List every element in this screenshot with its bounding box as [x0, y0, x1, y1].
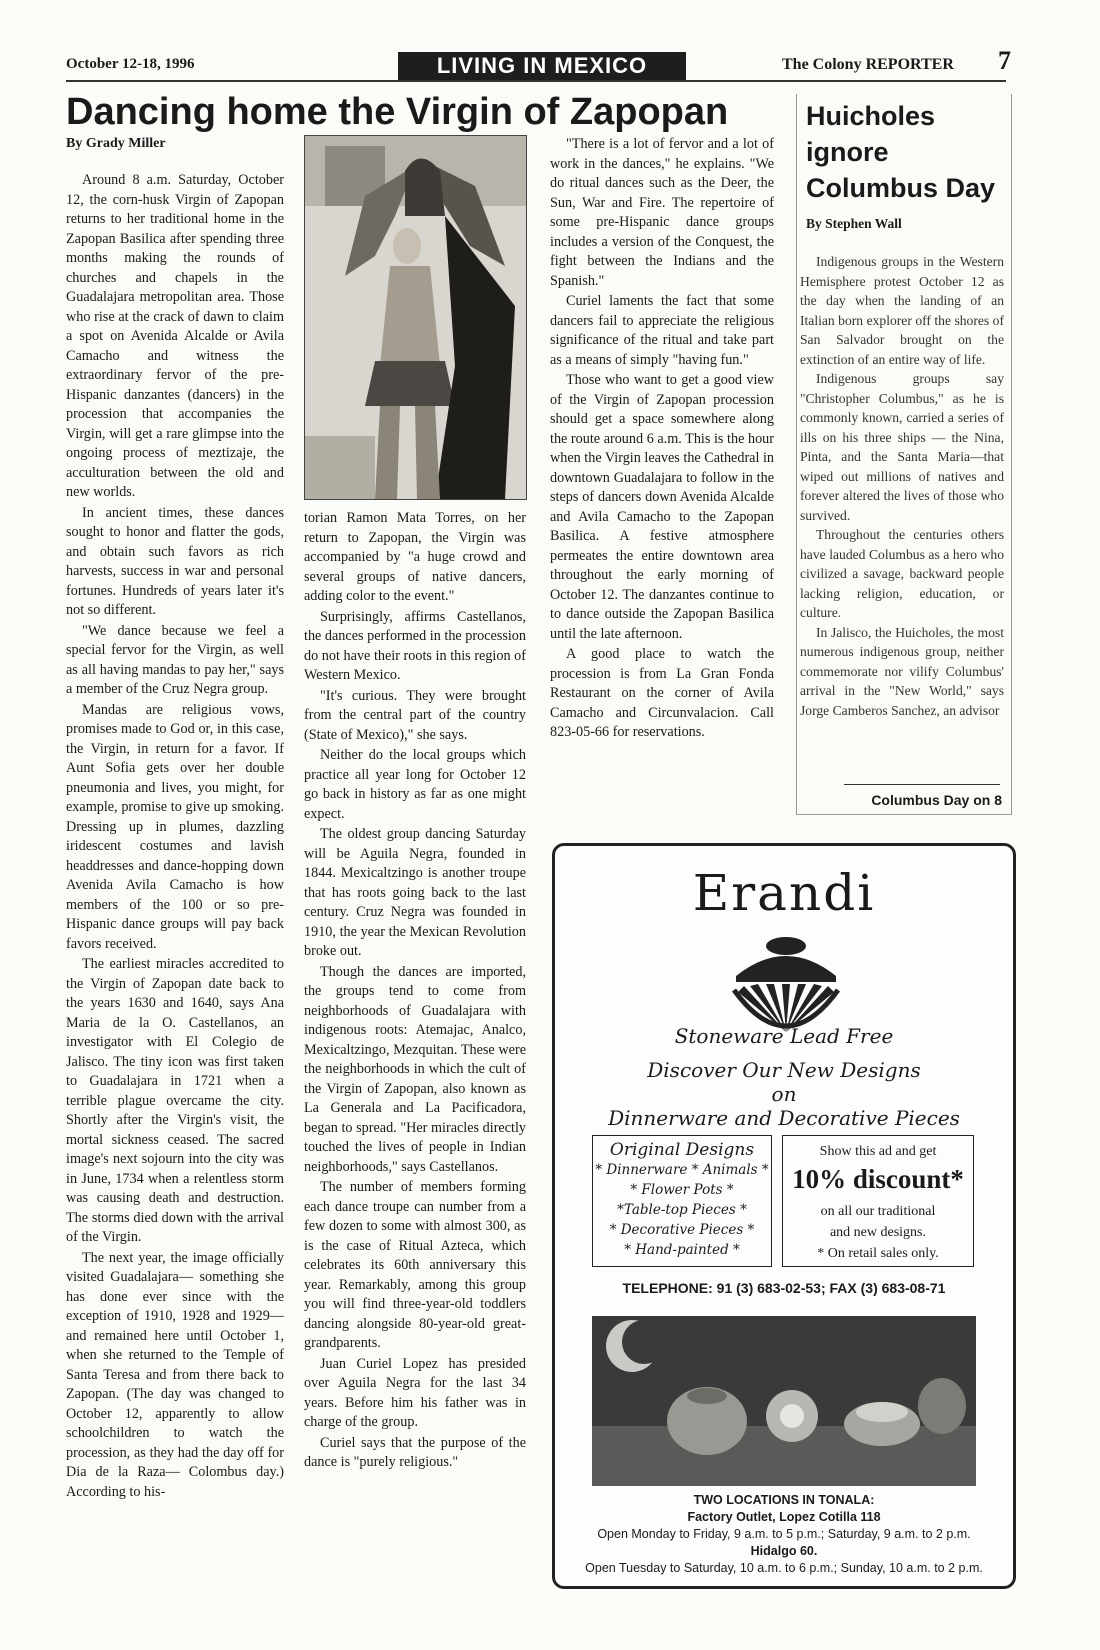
ad-discount-box: [782, 1135, 974, 1267]
article-paragraph: Though the dances are imported, the groups tend to come from neighborhoods of Guadalajara with indigenous roots: Atemajac, Analco, Mexicaltzingo, Mezquitan. These were the neighborhoods in which the cult of the Virgin of Zapopan, also known as La Generala and La Pacificadora, began to spread. "Her miracles directly touched the lives of people in Indian neighborhoods," says Castellanos.: [304, 963, 526, 1175]
page-number: 7: [998, 46, 1011, 75]
article-paragraph: "There is a lot of fervor and a lot of work in the dances," he explains. "We do ritual dances such as the Deer, the Sun, War and Fire. The repertoire of some pre-Hispanic dance groups includes a version of the Conquest, the fight between the Indians and the Spanish.": [550, 136, 774, 289]
article-paragraph: Curiel laments the fact that some dancers fail to appreciate the religious significance of the ritual and take part as a means of simply "having fun.": [550, 293, 774, 368]
article-paragraph: The earliest miracles accredited to the Virgin of Zapopan date back to the years 1630 and 1640, says Ana Maria de la O. Castellanos, an investigator with El Colegio de Jalisco. The tiny icon was first taken to Guadalajara in 1721 when a terrible plague overcame the city. Shortly after the Virgin's visit, the mortal sickness ceased. The sacred image's next sojourn into the city was in June, 1734 when a relentless storm was causing death and destruction. The storms died down with the arrival of the Virgin.: [66, 956, 284, 1245]
sidebar-body: [800, 252, 1004, 720]
sidebar-byline: By Stephen Wall: [806, 216, 902, 231]
ad-discount-amount: 10% discount*: [792, 1164, 964, 1194]
ad-discount-intro: Show this ad and get: [819, 1144, 937, 1159]
article-paragraph: torian Ramon Mata Torres, on her return to Zapopan, the Virgin was accompanied by "a huge crowd and several groups of native dancers, adding color to the event.": [304, 510, 526, 604]
ad-stoneware-photo: [592, 1316, 976, 1486]
article-paragraph: Those who want to get a good view of the Virgin of Zapopan procession should get a space somewhere along the route around 6 a.m. This is the hour when the Virgin leaves the Cathedral in downtown Guadalajara to follow in the steps of dancers down Avenida Alcalde and Avila Camacho to the Zapopan Basilica. A festive atmosphere permeates the entire downtown area throughout the early morning of October 12. The danzantes continue to to dance outside the Zapopan Basilica until the late afternoon.: [550, 372, 774, 642]
article-paragraph: The oldest group dancing Saturday will be Aguila Negra, founded in 1844. Mexicaltzingo is another troupe that has roots going back to the last century. Cruz Negra was founded in 1910, the year the Mexican Revolution broke out.: [304, 826, 526, 959]
masthead-rule: [66, 80, 1006, 82]
article-paragraph: Neither do the local groups which practice all year long for October 12 go back in history as far as one might expect.: [304, 747, 526, 822]
dancer-photo: [304, 135, 527, 500]
ad-box-item: * Flower Pots *: [630, 1182, 734, 1198]
ad-box-item: * Hand-painted *: [624, 1242, 740, 1258]
ad-box-item: * Dinnerware * Animals *: [595, 1162, 769, 1178]
article-paragraph: Around 8 a.m. Saturday, October 12, the corn-husk Virgin of Zapopan returns to her traditional home in the Zapopan Basilica after spending three months making the rounds of churches and chapels in the Guadalajara metropolitan area. Those who rise at the crack of dawn to claim a spot on Avenida Alcalde or Avila Camacho and witness the extraordinary fervor of the pre-Hispanic danzantes (dancers) in the procession that accompanies the Virgin, will get a rare glimpse into the ongoing process of meztizaje, the acculturation between the old and new worlds.: [66, 172, 284, 500]
ad-tagline-dinnerware: Dinnerware and Decorative Pieces: [608, 1106, 960, 1130]
sidebar-paragraph: Throughout the centuries others have lauded Columbus as a hero who civilized a savage, backward people lacking religion, education, or culture.: [800, 527, 1004, 620]
article-paragraph: In ancient times, these dances sought to honor and flatter the gods, and obtain such favors as rich harvests, success in war and personal fortunes. Hundreds of years later it's not so different.: [66, 504, 284, 618]
sidebar-headline: Huicholes ignore Columbus Day: [806, 101, 996, 203]
sidebar-jump-line: Columbus Day on 8: [871, 792, 1002, 808]
article-column-2: [304, 509, 526, 1474]
ad-tagline-discover: Discover Our New Designs: [647, 1058, 921, 1082]
sidebar-paragraph: Indigenous groups in the Western Hemisphere protest October 12 as the day when the landing of an Italian born explorer off the shores of San Salvador brought on the extinction of an entire way of life.: [800, 254, 1004, 367]
sidebar-paragraph: In Jalisco, the Huicholes, the most numerous indigenous group, neither commemorate nor vilify Columbus' arrival in the "New World," says Jorge Camberos Sanchez, an advisor: [800, 624, 1004, 718]
article-paragraph: Curiel says that the purpose of the dance is "purely religious.": [304, 1434, 526, 1470]
ad-location-2-hours: Open Tuesday to Saturday, 10 a.m. to 6 p.m.; Sunday, 10 a.m. to 2 p.m.: [585, 1561, 983, 1575]
ad-location-2: Hidalgo 60.: [750, 1544, 818, 1558]
article-headline: Dancing home the Virgin of Zapopan: [66, 91, 729, 133]
ad-location-1: Factory Outlet, Lopez Cotilla 118: [687, 1510, 881, 1524]
newspaper-name: The Colony REPORTER: [782, 56, 954, 73]
ad-box-item: *Table-top Pieces *: [617, 1202, 747, 1218]
article-column-1: [66, 171, 284, 1503]
ad-tagline-on: on: [771, 1082, 797, 1106]
sunburst-logo-icon: [728, 932, 844, 1036]
ad-tagline-stoneware: Stoneware Lead Free: [674, 1024, 894, 1048]
article-paragraph: A good place to watch the procession is from La Gran Fonda Restaurant on the corner of Avila Camacho and Circunvalacion. Call 823-05-66 for reservations.: [550, 646, 774, 740]
article-paragraph: The next year, the image officially visited Guadalajara— something she has done ever since with the exception of 1910, 1928 and 1929—and remained here until October 1, when she returned to the Temple of Santa Teresa and from there back to Zapopan. (The day was changed to October 12, apparently to allow schoolchildren to watch the procession, as they had the day off for Dia de la Raza— Colombus day.) According to his-: [66, 1249, 284, 1500]
article-paragraph: The number of members forming each dance troupe can number from a few dozen to some with almost 300, as is the case of Ritual Azteca, which celebrates its 60th anniversary this year. Remarkably, among this group you will find three-year-old toddlers dancing alongside 80-year-old great-grandparents.: [304, 1179, 526, 1351]
ad-box-item: * Decorative Pieces *: [609, 1222, 755, 1238]
ad-location-1-hours: Open Monday to Friday, 9 a.m. to 5 p.m.; Saturday, 9 a.m. to 2 p.m.: [597, 1527, 971, 1541]
ad-box-title: Original Designs: [609, 1140, 755, 1160]
ad-original-designs-box: [592, 1135, 772, 1267]
ad-discount-note: * On retail sales only.: [817, 1246, 939, 1261]
dancer-photo-image: [305, 136, 526, 499]
article-paragraph: Mandas are religious vows, promises made to God or, in this case, the Virgin, in return for a favor. If Aunt Sofia gets over her double pneumonia and lives, you might, for example, promise to give up smoking. Dressing up in plumes, dazzling iridescent costumes and lavish headdresses and dance-hopping down Avenida Avila Camacho is how members of the 100 or so pre-Hispanic dance groups will pay back favors received.: [66, 701, 284, 952]
article-paragraph: "We dance because we feel a special fervor for the Virgin, as well as all having mandas to pay her," says a member of the Cruz Negra group.: [66, 622, 284, 697]
sidebar-paragraph: Indigenous groups say "Christopher Columbus," as he is commonly known, carried a series of ills on his three ships — the Nina, Pinta, and the Santa Maria—that wiped out millions of natives and forever altered the lives of those who survived.: [800, 371, 1004, 523]
ad-discount-line: and new designs.: [829, 1225, 927, 1240]
ad-brand-name: Erandi: [692, 864, 876, 922]
sidebar-rule: [844, 784, 1000, 785]
article-paragraph: "It's curious. They were brought from the central part of the country (State of Mexico)," she says.: [304, 687, 526, 743]
ad-discount-line: on all our traditional: [820, 1204, 936, 1219]
ad-locations-title: TWO LOCATIONS IN TONALA:: [693, 1493, 875, 1507]
article-column-3: [550, 135, 774, 744]
article-paragraph: Surprisingly, affirms Castellanos, the dances performed in the procession do not have their roots in this region of Western Mexico.: [304, 608, 526, 683]
article-byline: By Grady Miller: [66, 136, 166, 151]
section-banner: LIVING IN MEXICO: [398, 52, 686, 80]
article-paragraph: Juan Curiel Lopez has presided over Aguila Negra for the last 34 years. Before him his father was in charge of the group.: [304, 1355, 526, 1430]
ad-phone-fax: TELEPHONE: 91 (3) 683-02-53; FAX (3) 683-08-71: [622, 1280, 946, 1296]
issue-date: October 12-18, 1996: [66, 56, 195, 72]
